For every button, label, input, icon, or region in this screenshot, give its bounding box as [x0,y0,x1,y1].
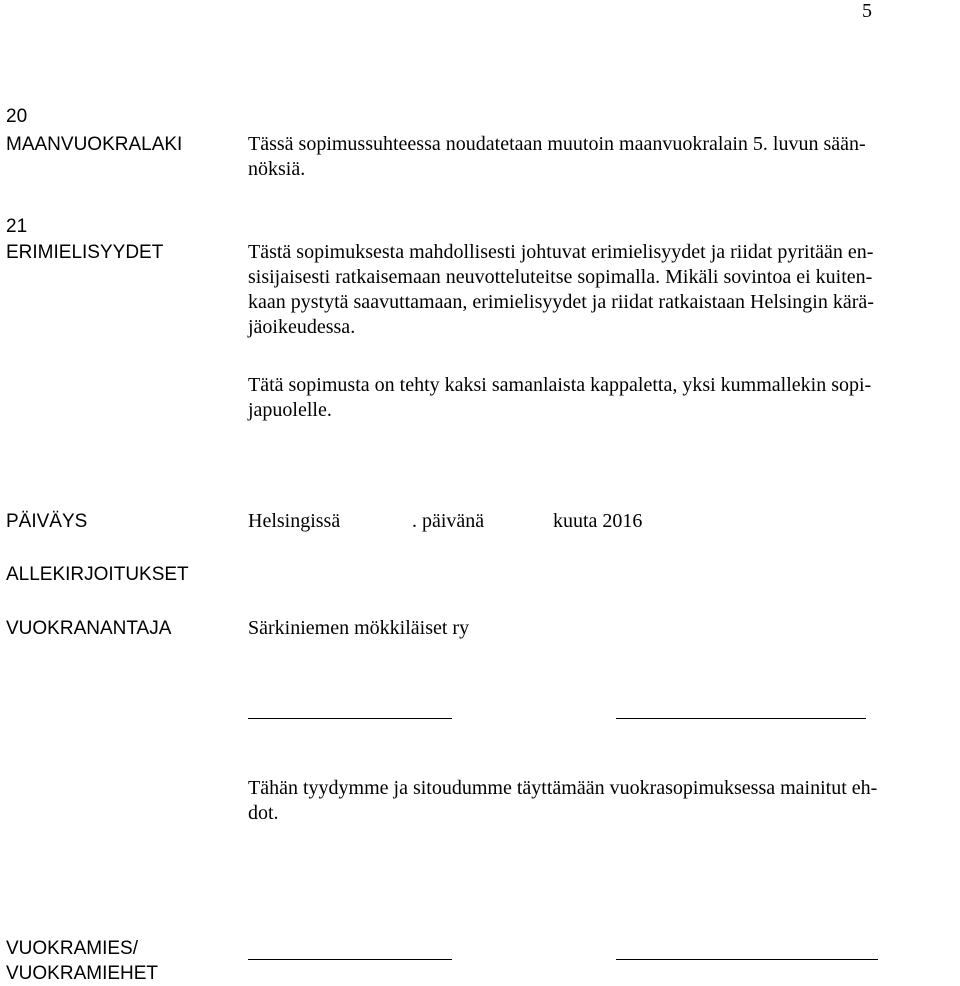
section-paragraph [248,132,954,182]
section-number: 21 [6,216,28,237]
section-paragraph [248,373,954,423]
paragraph-line: Tässä sopimussuhteessa noudatetaan muutoin maanvuokralain 5. luvun sään- [248,133,866,155]
page-number: 5 [862,0,872,22]
date-day-text: . päivänä [412,510,485,532]
paragraph-line: japuolelle. [248,399,332,421]
section-paragraph [248,240,954,340]
section-number: 20 [6,106,28,127]
lessor-label: VUOKRANANTAJA [6,618,172,639]
section-title: MAANVUOKRALAKI [6,134,183,155]
lessee-label-line: VUOKRAMIEHET [6,963,159,984]
section-title: ERIMIELISYYDET [6,242,164,263]
paragraph-line: Tähän tyydymme ja sitoudumme täyttämään vuokrasopimuksessa mainitut eh- [248,777,878,799]
signature-line [248,718,452,719]
paragraph-line: dot. [248,802,279,824]
paragraph-line: kaan pystytä saavuttamaan, erimielisyydet ja riidat ratkaistaan Helsingin kärä- [248,291,874,313]
paragraph-line: Tätä sopimusta on tehty kaksi samanlaista kappaletta, yksi kummallekin sopi- [248,374,872,396]
paragraph-line: sisijaisesti ratkaisemaan neuvotteluteitse sopimalla. Mikäli sovintoa ei kuiten- [248,266,873,288]
signatures-heading: ALLEKIRJOITUKSET [6,564,189,585]
lessee-label [6,936,158,986]
lessor-name: Särkiniemen mökkiläiset ry [248,617,470,639]
commitment-statement [248,776,954,826]
date-place: Helsingissä [248,510,341,532]
signature-line [248,959,452,960]
date-month-year: kuuta 2016 [553,510,643,532]
paragraph-line: nöksiä. [248,158,306,180]
date-label: PÄIVÄYS [6,511,88,532]
paragraph-line: jäoikeudessa. [248,316,356,338]
paragraph-line: Tästä sopimuksesta mahdollisesti johtuvat erimielisyydet ja riidat pyritään en- [248,241,874,263]
lessee-label-line: VUOKRAMIES/ [6,938,138,959]
signature-line [616,959,878,960]
signature-line [616,718,866,719]
